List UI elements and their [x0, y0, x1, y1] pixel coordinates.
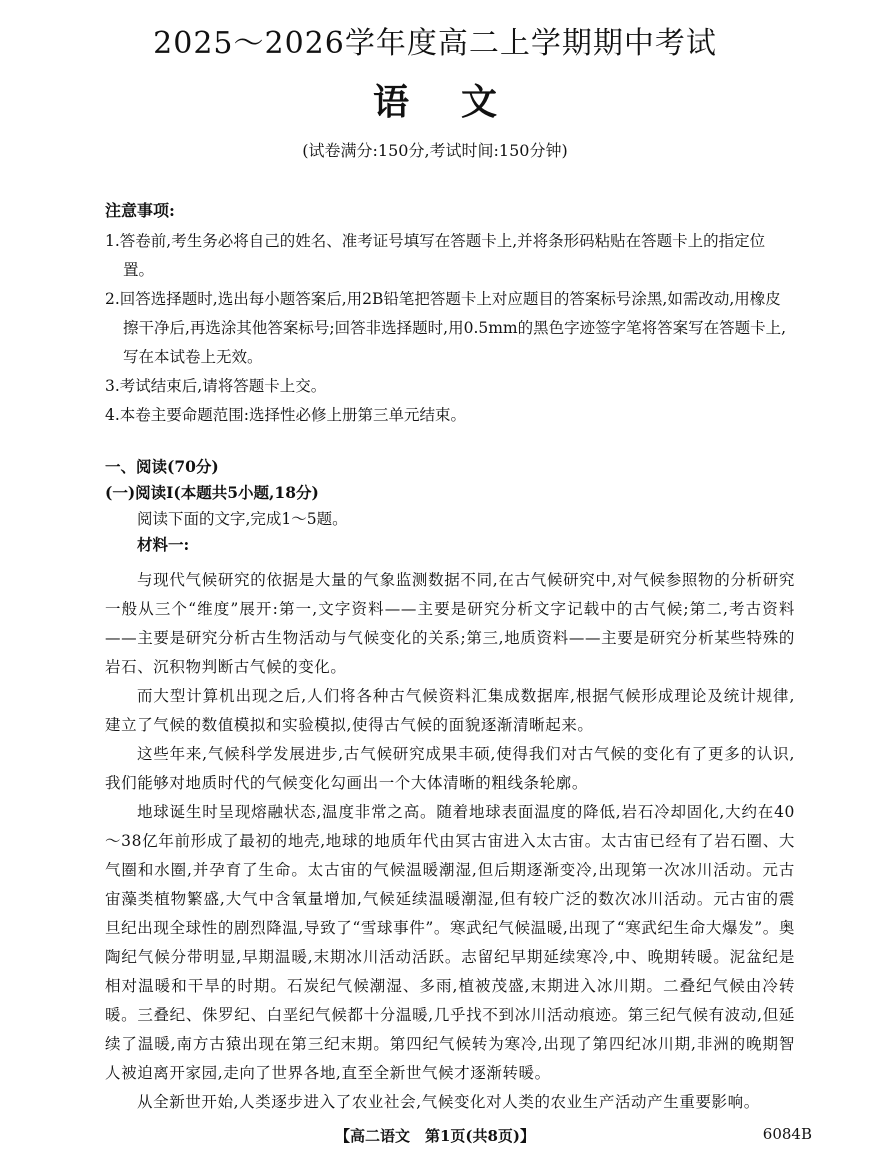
paper-code: 6084B — [762, 1125, 812, 1143]
note-item: 2.回答选择题时,选出每小题答案后,用2B铅笔把答题卡上对应题目的答案标号涂黑,如需改动,用橡皮擦干净后,再选涂其他答案标号;回答非选择题时,用0.5mm的黑色字迹签字笔将答案写在答题卡上,写在本试卷上无效。 — [105, 290, 787, 366]
note-item: 1.答卷前,考生务必将自己的姓名、准考证号填写在答题卡上,并将条形码粘贴在答题卡上的指定位置。 — [105, 232, 766, 279]
paragraph: 地球诞生时呈现熔融状态,温度非常之高。随着地球表面温度的降低,岩石冷却固化,大约在40～38亿年前形成了最初的地壳,地球的地质年代由冥古宙进入太古宙。太古宙已经有了岩石圈、大气圈和水圈,并孕育了生命。太古宙的气候温暖潮湿,但后期逐渐变冷,出现第一次冰川活动。元古宙藻类植物繁盛,大气中含氧量增加,气候延续温暖潮湿,但有较广泛的数次冰川活动。元古宙的震旦纪出现全球性的剧烈降温,导致了“雪球事件”。寒武纪气候温暖,出现了“寒武纪生命大爆发”。奥陶纪气候分带明显,早期温暖,末期冰川活动活跃。志留纪早期延续寒冷,中、晚期转暖。泥盆纪是相对温暖和干旱的时期。石炭纪气候潮湿、多雨,植被茂盛,末期进入冰川期。二叠纪气候由冷转暖。三叠纪、侏罗纪、白垩纪气候都十分温暖,几乎找不到冰川活动痕迹。第三纪气候有波动,但延续了温暖,南方古猿出现在第三纪末期。第四纪气候转为寒冷,出现了第四纪冰川期,非洲的晚期智人被迫离开家园,走向了世界各地,直至全新世气候才逐渐转暖。 — [105, 803, 795, 1082]
note-item: 4.本卷主要命题范围:选择性必修上册第三单元结束。 — [105, 406, 467, 424]
material-label: 材料一: — [137, 535, 190, 554]
material-text — [105, 566, 795, 1117]
reading-instruction: 阅读下面的文字,完成1～5题。 — [137, 510, 348, 528]
exam-title: 2025～2026学年度高二上学期期中考试 — [153, 26, 717, 61]
subject-title: 语文 — [372, 81, 549, 123]
paragraph: 从全新世开始,人类逐步进入了农业社会,气候变化对人类的农业生产活动产生重要影响。 — [137, 1093, 760, 1111]
note-item: 3.考试结束后,请将答题卡上交。 — [105, 377, 327, 395]
section-heading: 一、阅读(70分) — [105, 457, 219, 476]
subsection-heading: (一)阅读Ⅰ(本题共5小题,18分) — [105, 483, 319, 502]
exam-info: (试卷满分:150分,考试时间:150分钟) — [302, 141, 568, 160]
reading-section-header — [105, 454, 795, 558]
notes-block — [105, 196, 795, 430]
paragraph: 而大型计算机出现之后,人们将各种古气候资料汇集成数据库,根据气候形成理论及统计规律,建立了气候的数值模拟和实验模拟,使得古气候的面貌逐渐清晰起来。 — [105, 687, 795, 734]
notes-heading: 注意事项: — [105, 201, 175, 220]
paragraph: 这些年来,气候科学发展进步,古气候研究成果丰硕,使得我们对古气候的变化有了更多的认识,我们能够对地质时代的气候变化勾画出一个大体清晰的粗线条轮廓。 — [105, 745, 795, 792]
paragraph: 与现代气候研究的依据是大量的气象监测数据不同,在古气候研究中,对气候参照物的分析研究一般从三个“维度”展开:第一,文字资料——主要是研究分析文字记载中的古气候;第二,考古资料——主要是研究分析古生物活动与气候变化的关系;第三,地质资料——主要是研究分析某些特殊的岩石、沉积物判断古气候的变化。 — [105, 571, 795, 676]
page-number-label: 【高二语文 第1页(共8页)】 — [334, 1127, 536, 1145]
